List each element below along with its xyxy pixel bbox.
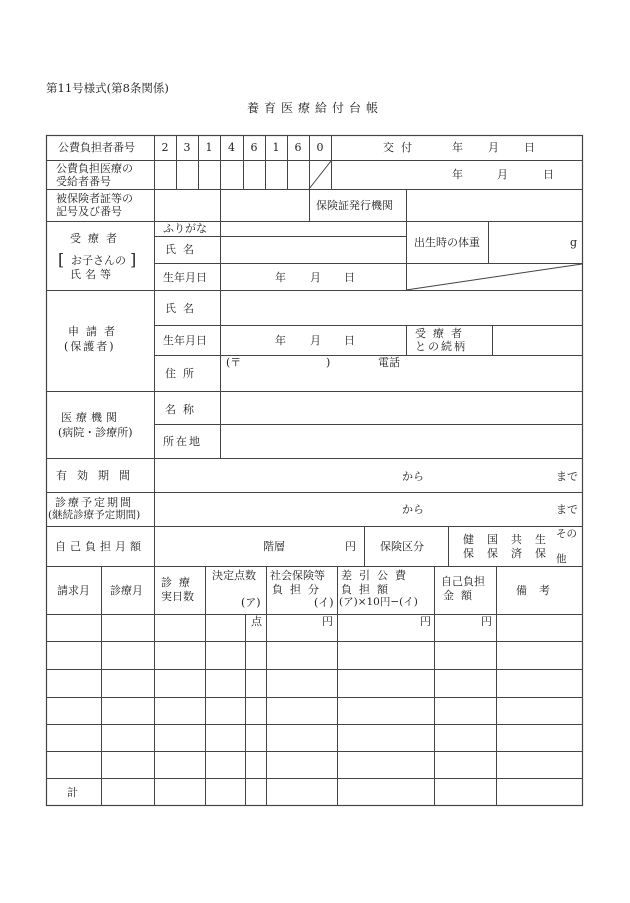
col-treatment-month: 診療月: [110, 584, 143, 597]
ins-kokuho-2: 保: [487, 547, 498, 560]
ins-seiho-1: 生: [535, 533, 546, 546]
payer-digit: 2: [161, 141, 169, 154]
validity-from: から: [402, 470, 424, 483]
insurance-card-label-2: 記号及び番号: [56, 205, 122, 218]
unit-points: 点: [251, 615, 262, 628]
payer-digit: 4: [228, 141, 235, 154]
ins-kyosai-1: 共: [511, 533, 522, 546]
unit-yen-public: 円: [420, 615, 431, 628]
postal-close: ): [326, 356, 331, 369]
form-number: 第11号様式(第8条関係): [46, 81, 169, 95]
bracket-close: ]: [130, 250, 137, 269]
col-self-1: 自己負担: [441, 575, 485, 588]
applicant-birthdate-label: 生年月日: [163, 334, 207, 347]
payer-digit: 3: [183, 141, 191, 154]
applicant-label: 申請者: [68, 325, 122, 338]
payer-digit: 0: [316, 141, 324, 154]
grant-month: 月: [488, 141, 499, 154]
col-public-1: 差引公費: [341, 569, 413, 582]
recipient-number-label-2: 受給者番号: [56, 175, 111, 188]
public-payer-number-label: 公費負担者番号: [58, 141, 135, 154]
unit-yen-self: 円: [481, 615, 492, 628]
applicant-sub-label: (保護者): [64, 340, 116, 353]
page-title: 養育医療給付台帳: [246, 101, 383, 115]
ins-kenpo-2: 保: [463, 547, 474, 560]
ins-seiho-2: 保: [535, 547, 546, 560]
bracket-open: [: [58, 250, 65, 269]
grant-day: 日: [524, 141, 535, 154]
col-self-2: 金額: [443, 589, 479, 602]
patient-birth-day: 日: [344, 271, 355, 284]
col-social-3: (イ): [314, 596, 334, 609]
recipient-year: 年: [452, 168, 463, 181]
col-days-1: 診療: [161, 576, 197, 589]
patient-label: 受療者: [70, 232, 124, 245]
ins-kenpo-1: 健: [463, 533, 474, 546]
grant-year: 年: [452, 141, 463, 154]
payer-digit: 1: [205, 141, 213, 154]
institution-location-label: 所在地: [163, 435, 202, 448]
col-social-1: 社会保険等: [270, 569, 325, 582]
ins-kyosai-2: 済: [511, 547, 522, 560]
col-public-3: (ア)×10円−(イ): [339, 596, 418, 608]
schedule-from: から: [402, 503, 424, 516]
copay-label: 自己負担月額: [55, 540, 145, 553]
recipient-day: 日: [543, 168, 554, 181]
col-points-1: 決定点数: [212, 569, 256, 582]
payer-digit: 1: [272, 141, 280, 154]
recipient-month: 月: [497, 168, 508, 181]
unit-yen-social: 円: [322, 615, 333, 628]
col-days-2: 実日数: [161, 590, 194, 603]
ins-other-1: その: [556, 528, 577, 540]
validity-to: まで: [556, 470, 578, 483]
patient-name-label: 氏名: [165, 243, 201, 256]
schedule-to: まで: [556, 503, 578, 516]
col-points-2: (ア): [241, 596, 261, 609]
applicant-name-label: 氏名: [165, 302, 201, 315]
relation-label-1: 受療者: [415, 327, 469, 340]
insurance-issuer-label: 保険証発行機関: [316, 199, 393, 212]
ins-other-2: 他: [556, 553, 567, 565]
grant-label: 交付: [383, 141, 419, 154]
col-billing-month: 請求月: [57, 584, 90, 597]
applicant-birth-year: 年: [275, 334, 286, 347]
schedule-label-1: 診療予定期間: [55, 496, 133, 509]
col-public-2: 負担額: [341, 583, 395, 596]
child-label-1: お子さんの: [71, 254, 126, 267]
ins-kokuho-1: 国: [487, 533, 498, 546]
payer-digit: 6: [294, 141, 302, 154]
institution-name-label: 名称: [165, 403, 201, 416]
child-label-2: 氏名等: [70, 268, 115, 281]
col-social-2: 負担分: [272, 583, 326, 596]
address-label: 住所: [165, 367, 201, 380]
birth-weight-unit: g: [570, 236, 578, 249]
applicant-birth-month: 月: [310, 334, 321, 347]
recipient-number-label-1: 公費負担医療の: [56, 162, 133, 175]
furigana-label: ふりがな: [163, 222, 207, 235]
total-label: 計: [67, 786, 78, 799]
copay-yen: 円: [345, 540, 356, 553]
validity-label: 有効期間: [56, 469, 140, 482]
patient-birth-year: 年: [275, 271, 286, 284]
institution-sub-label: (病院・診療所): [58, 426, 133, 439]
institution-label: 医療機関: [61, 411, 121, 424]
applicant-birth-day: 日: [344, 334, 355, 347]
insurance-card-label-1: 被保険者証等の: [56, 192, 133, 205]
phone-label: 電話: [378, 356, 400, 369]
postal-open: (〒: [226, 356, 242, 369]
payer-digit: 6: [250, 141, 258, 154]
insurance-class-label: 保険区分: [380, 540, 424, 553]
birth-weight-label: 出生時の体重: [414, 236, 480, 249]
patient-birth-month: 月: [310, 271, 321, 284]
copay-tier: 階層: [263, 540, 285, 553]
patient-birthdate-label: 生年月日: [163, 271, 207, 284]
relation-label-2: との続柄: [415, 340, 467, 353]
col-remarks: 備考: [516, 584, 562, 597]
schedule-label-2: (継続診療予定期間): [48, 509, 141, 521]
